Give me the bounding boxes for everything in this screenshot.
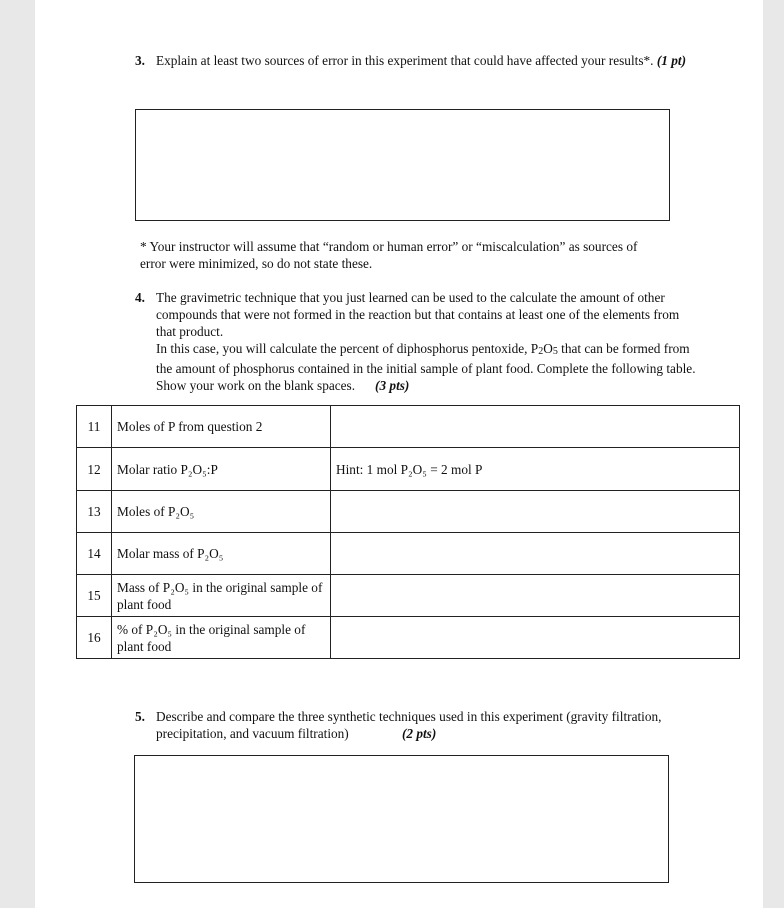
question-3-answer-box[interactable] [135, 109, 670, 221]
question-5 [135, 708, 700, 742]
table-row [77, 533, 740, 575]
row-answer-cell[interactable] [331, 617, 740, 659]
question-5-text: Describe and compare the three synthetic techniques used in this experiment (gravity filtration, precipitation, and vacuum filtration) [156, 709, 662, 741]
question-4 [135, 289, 700, 394]
error-note: * Your instructor will assume that “random or human error” or “miscalculation” as sources of error were minimized, so do not state these. [140, 239, 638, 271]
question-5-answer-box[interactable] [134, 755, 669, 883]
row-number: 16 [77, 617, 112, 659]
calculation-table [76, 405, 740, 659]
row-label: Mass of P₂O₅ in the original sample of plant food [112, 575, 331, 617]
question-4-paragraph-2: In this case, you will calculate the percent of diphosphorus pentoxide, P2O5 that can be formed from the amount of phosphorus contained in the initial sample of plant food. Complete the following table. Show your work on the blank spaces. (3 pts) [156, 341, 696, 393]
question-3 [135, 52, 695, 69]
row-number: 12 [77, 448, 112, 491]
row-answer-cell[interactable] [331, 406, 740, 448]
table-row [77, 575, 740, 617]
table-row [77, 406, 740, 448]
table-row [77, 491, 740, 533]
question-4-points: (3 pts) [375, 378, 410, 393]
question-4-paragraph-1: The gravimetric technique that you just learned can be used to the calculate the amount of other compounds that were not formed in the reaction but that contains at least one of the elements from that product. [156, 290, 680, 339]
question-3-text: Explain at least two sources of error in this experiment that could have affected your results*. [156, 53, 654, 68]
question-5-points: (2 pts) [401, 726, 437, 741]
row-number: 14 [77, 533, 112, 575]
question-3-points: (1 pt) [656, 53, 686, 68]
row-number: 15 [77, 575, 112, 617]
question-5-number: 5. [135, 709, 145, 724]
table-row [77, 617, 740, 659]
row-label: % of P₂O₅ in the original sample of plant food [112, 617, 331, 659]
row-answer-cell[interactable] [331, 533, 740, 575]
row-label: Moles of P from question 2 [112, 406, 331, 448]
question-4-number: 4. [135, 290, 145, 305]
row-answer-cell[interactable] [331, 575, 740, 617]
row-answer-cell[interactable]: Hint: 1 mol P₂O₅ = 2 mol P [331, 448, 740, 491]
row-number: 11 [77, 406, 112, 448]
row-answer-cell[interactable] [331, 491, 740, 533]
row-label: Molar ratio P₂O₅:P [112, 448, 331, 491]
row-label: Moles of P₂O₅ [112, 491, 331, 533]
question-3-number: 3. [135, 53, 145, 68]
row-label: Molar mass of P₂O₅ [112, 533, 331, 575]
row-number: 13 [77, 491, 112, 533]
table-row [77, 448, 740, 491]
